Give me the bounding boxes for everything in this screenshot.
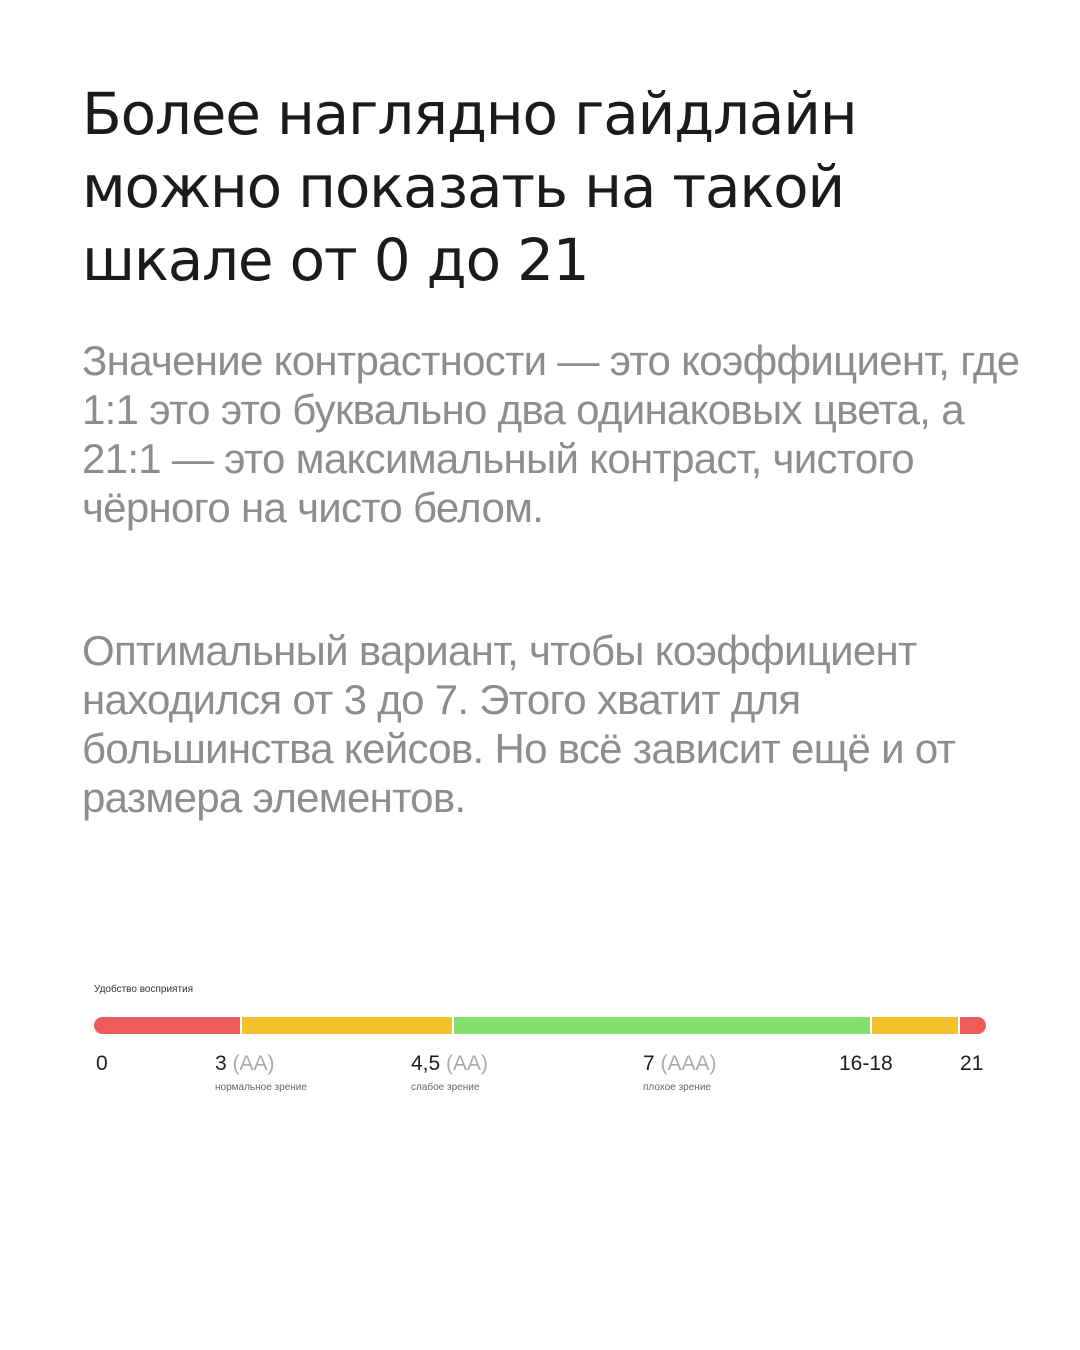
tick-value: 0 [96,1052,108,1075]
tick-value: 3 [215,1052,227,1075]
scale-segment-16-18 [872,1017,958,1034]
scale-note-poor-vision: плохое зрение [643,1082,711,1093]
scale-segment-3-4-5 [242,1017,452,1034]
scale-segment-0-3 [94,1017,240,1034]
tick-level: (AA) [232,1052,275,1075]
scale-note-normal-vision: нормальное зрение [215,1082,307,1093]
page-title: Более наглядно гайдлайн можно показать на такой шкале от 0 до 21 [82,80,857,294]
scale-tick-4-5 [411,1051,488,1077]
tick-level: (AA) [446,1052,489,1075]
tick-value: 7 [643,1052,655,1075]
scale-segment-18-21 [960,1017,986,1034]
scale-segment-4-5-7 [454,1017,656,1034]
scale-tick-21 [960,1051,983,1077]
tick-value: 21 [960,1052,984,1075]
scale-note-weak-vision: слабое зрение [411,1082,480,1093]
tick-value: 4,5 [411,1052,441,1075]
tick-value: 16-18 [839,1052,893,1075]
scale-tick-0 [96,1051,108,1077]
optimal-range-paragraph: Оптимальный вариант, чтобы коэффициент находился от 3 до 7. Этого хватит для большинства кейсов. Но всё зависит ещё и от размера элементов. [82,627,956,821]
scale-tick-7 [643,1051,717,1077]
scale-tick-3 [215,1051,275,1077]
tick-level: (AAA) [660,1052,717,1075]
contrast-scale-bar [94,1017,986,1034]
contrast-explanation-paragraph: Значение контрастности — это коэффициент, где 1:1 это это буквально два одинаковых цвета, а 21:1 — это максимальный контраст, чистого чёрного на чисто белом. [82,337,1020,531]
scale-tick-16-18 [839,1051,893,1077]
scale-caption: Удобство восприятия [94,984,194,995]
scale-segment-7-16 [656,1017,870,1034]
